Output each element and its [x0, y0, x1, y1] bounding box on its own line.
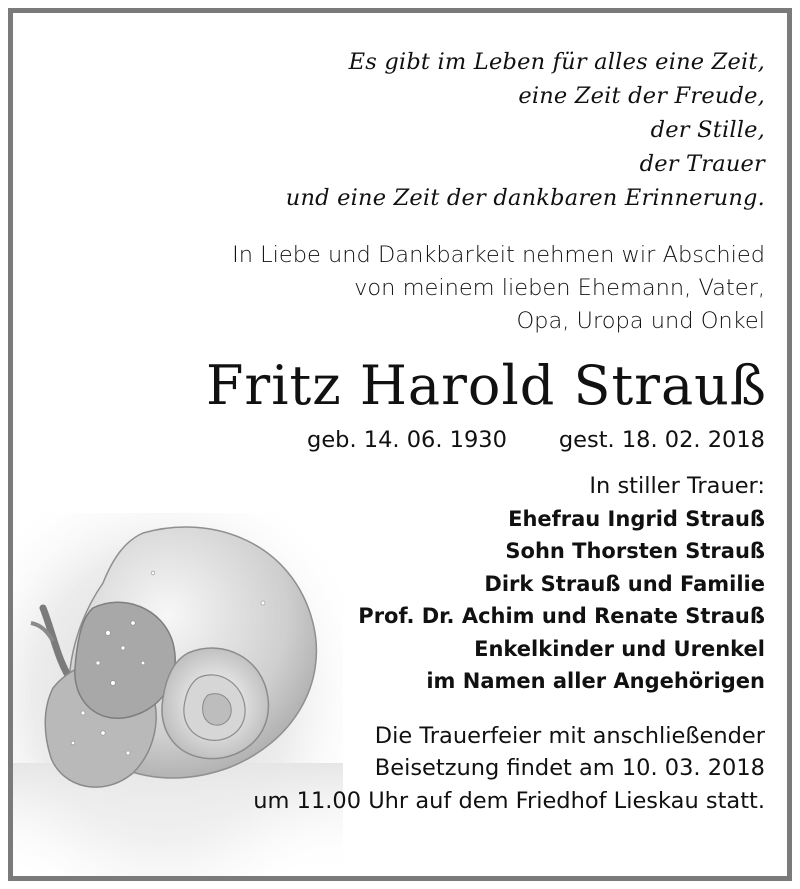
motto-line: der Trauer — [639, 151, 765, 177]
obituary-text — [65, 13, 765, 817]
motto-line: eine Zeit der Freude, — [518, 83, 765, 109]
life-dates — [65, 424, 765, 456]
mourner-name: Dirk Strauß und Familie — [484, 571, 765, 596]
motto-line: Es gibt im Leben für alles eine Zeit, — [348, 49, 765, 75]
death-date: gest. 18. 02. 2018 — [558, 427, 765, 453]
mourners-heading: In stiller Trauer: — [589, 473, 765, 499]
mourners-list — [65, 470, 765, 698]
service-line: Die Trauerfeier mit anschließender — [374, 722, 765, 749]
intro-line: Opa, Uropa und Onkel — [516, 308, 765, 334]
funeral-service-info — [65, 720, 765, 818]
mourner-name: Enkelkinder und Urenkel — [474, 636, 765, 661]
motto-verse — [65, 45, 765, 215]
mourner-name: im Namen aller Angehörigen — [426, 669, 765, 693]
obituary-card — [8, 8, 792, 881]
deceased-name: Fritz Harold Strauß — [205, 354, 767, 417]
service-line: um 11.00 Uhr auf dem Friedhof Lieskau statt. — [253, 787, 765, 814]
motto-line: und eine Zeit der dankbaren Erinnerung. — [285, 185, 765, 211]
farewell-intro — [65, 239, 765, 338]
mourner-name: Prof. Dr. Achim und Renate Strauß — [358, 604, 765, 628]
birth-date: geb. 14. 06. 1930 — [307, 427, 507, 453]
mourner-name: Sohn Thorsten Strauß — [505, 539, 765, 563]
intro-line: von meinem lieben Ehemann, Vater, — [354, 275, 765, 301]
motto-line: der Stille, — [650, 117, 765, 143]
mourner-name: Ehefrau Ingrid Strauß — [508, 506, 765, 531]
intro-line: In Liebe und Dankbarkeit nehmen wir Abschied — [232, 242, 765, 268]
service-line: Beisetzung findet am 10. 03. 2018 — [374, 755, 765, 781]
